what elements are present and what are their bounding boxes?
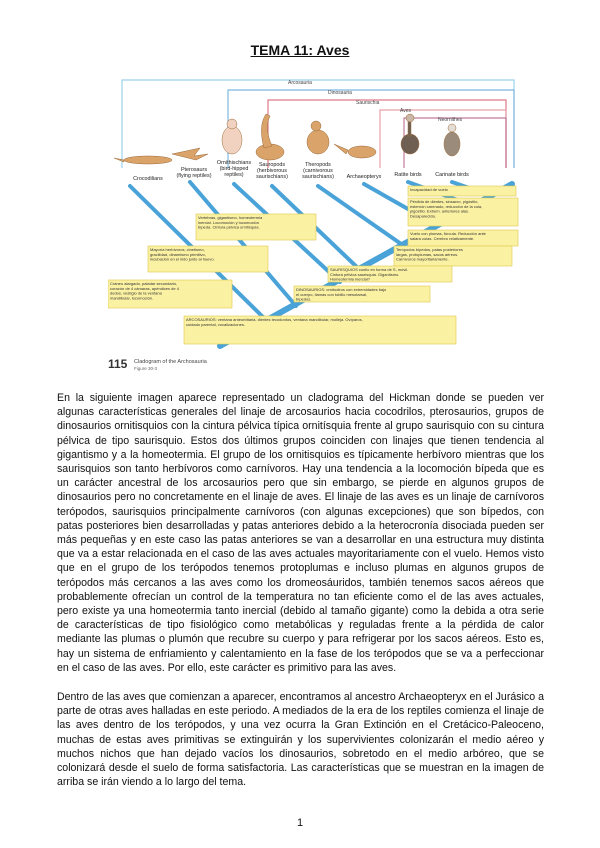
character-box-text: Vuelo con plumas, fúrcula. Reducción ante salara colas. Cerebro relativamente. (410, 231, 486, 241)
character-box-text: Terópodos bípedos, patas posteriores largas, protoplumas, sacos aéreos. Carnívoros mayoritariamente. (396, 247, 463, 262)
page-title: TEMA 11: Aves (250, 42, 350, 58)
clade-label-arcosauria: Arcosauria (288, 80, 312, 86)
figure-caption: Cladogram of the Archosauria (134, 359, 207, 365)
taxon-label-ratite-birds: Ratite birds (394, 172, 422, 178)
character-box-text: Cráneo alargado, paladar secundario, corazón de 4 cámaras, apéndices de 4 dedos, vestigio de la ventana mandibular, locomoción. (110, 281, 179, 301)
character-box-text: Vertebras, gigantismo, homeotermia inercial. Locomoción y locomoción bípeda. Cintura pélvica ornitísquia. (198, 215, 263, 230)
figure-number: 115 (108, 357, 128, 371)
taxon-label-pterosaurs: Pterosaurs (flying reptiles) (176, 167, 212, 179)
page-number: 1 (296, 817, 304, 829)
taxon-label-archaeopteryx: Archaeopteryx (346, 174, 382, 180)
clade-label-saurischia: Saurischia (356, 100, 380, 106)
body-paragraph-1: En la siguiente imagen aparece representado un cladograma del Hickman donde se pueden ver algunas características generales del linaje de arcosaurios hacia cocodrilos, pterosaurios, grupos de dinosaurios ornitisquios con la cintura pélvica típica ornitísquia frente al grupo saurisquio con su cintura pélvica de tipo saurisquio. Estos dos últimos grupos coinciden con linajes que tienen tendencia al gigantismo y a la homeotermia. El grupo de los ornitisquios es típicamente herbívoro mientras que los saurisquios son tanto herbívoros como carnívoros. Hay una tendencia a la locomoción bípeda que es un carácter ancestral de los arcosaurios pero que sin embargo, se pierde en algunos grupos de dinosaurios pero no concretamente en el linaje de aves. El linaje de las aves es un linaje de carnívoros terópodos, saurisquios principalmente carnívoros (con algunas excepciones) que son bípedos, con patas posteriores bien desarrolladas y patas anteriores debido a la heterocronía disociada pueden ser más pequeñas y en este caso las patas anteriores se van a desarrollar en una estructura muy distinta que va a estar relacionada en el caso de las aves actuales mayoritariamente con el vuelo. Hemos visto que en el grupo de los terópodos tenemos protoplumas e incluso plumas en algunos grupos de terópodos más cercanos a las aves como los dromeosáuridos, también tenemos sacos aéreos que probablemente ofrecían un control de la temperatura no tan eficiente como el de las aves actuales, pero existe ya una homeotermia tanto inercial (debido al tamaño gigante) como la debida a otra serie de características de tipo fisiológico como metabólicas y reguladas frente a la pérdida de calor mediante las plumas o plumón que recubre su cuerpo y para refrigerar por los sacos aéreos. Esto es, hay un sistema de enfriamiento y calentamiento en la fase de los terópodos que se va a perfeccionar en el caso de las aves. Por ello, este carácter es primitivo para las aves. (57, 392, 544, 674)
clade-label-neornithes: Neornithes (438, 117, 463, 123)
taxon-label-ornithischians: Ornithischians (bird-hipped reptiles) (216, 160, 252, 178)
taxon-label-sauropods: Sauropods (herbivorous saurischians) (256, 162, 288, 180)
clade-label-aves: Aves (400, 108, 412, 114)
taxon-label-crocodilians: Crocodilians (133, 176, 163, 182)
character-box-text: Pérdida de dientes, sinsacro, pigóstilo, esternón carenado, reducción de la cola, pigóstilo. Extrem. anteriores alas. Desaparecida. (410, 199, 483, 219)
character-box-text: SAURISQUIOS cuello en forma de S, móvil. Cintura pélvica saurisquia. Gigantismo. Homeotermia inercial? (330, 267, 409, 282)
taxon-label-theropods: Theropods (carnivorous saurischians) (302, 162, 334, 180)
character-box-text: ARCOSAURIOS: ventana anteorbitaria, dientes tecodontos, ventana mandibular, molleja. Ovíparos, cuidado parental, vocalizaciones. (186, 317, 363, 327)
character-box-text: Mayoría herbívoros, cinetismo, gracilidad, dinamismo primitivo, incubación en el nido junto al huevo. (150, 247, 215, 262)
body-paragraph-2: Dentro de las aves que comienzan a aparecer, encontramos al ancestro Archaeopteryx en el Jurásico a parte de otras aves halladas en este periodo. A mediados de la era de los reptiles comienza el linaje de las aves dentro de los terópodos, y una vez ocurra la Gran Extinción en el Cretácico-Paleoceno, muchas de estas aves primitivas se extinguirán y los supervivientes colonizarán el medio aéreo y muchos nichos que han dejado vacíos los dinosaurios, sobretodo en el medio arbóreo, que se colonizará desde el suelo de forma satisfactoria. Las características que se muestran en la imagen de arriba se irán viendo a lo largo del tema. (57, 691, 544, 789)
clade-label-dinosauria: Dinosauria (328, 90, 352, 96)
character-box-text: DINOSAURIOS: ornitodiros con extremidades bajo el cuerpo, llamas con tobillo mesotarsal, bípedos. (296, 287, 387, 302)
cladogram-figure (108, 74, 528, 374)
character-box-text: Incapacidad de vuelo (410, 187, 448, 192)
figure-caption-sub: Figure 30-3 (134, 366, 158, 371)
taxon-label-carinate-birds: Carinate birds (435, 172, 469, 178)
